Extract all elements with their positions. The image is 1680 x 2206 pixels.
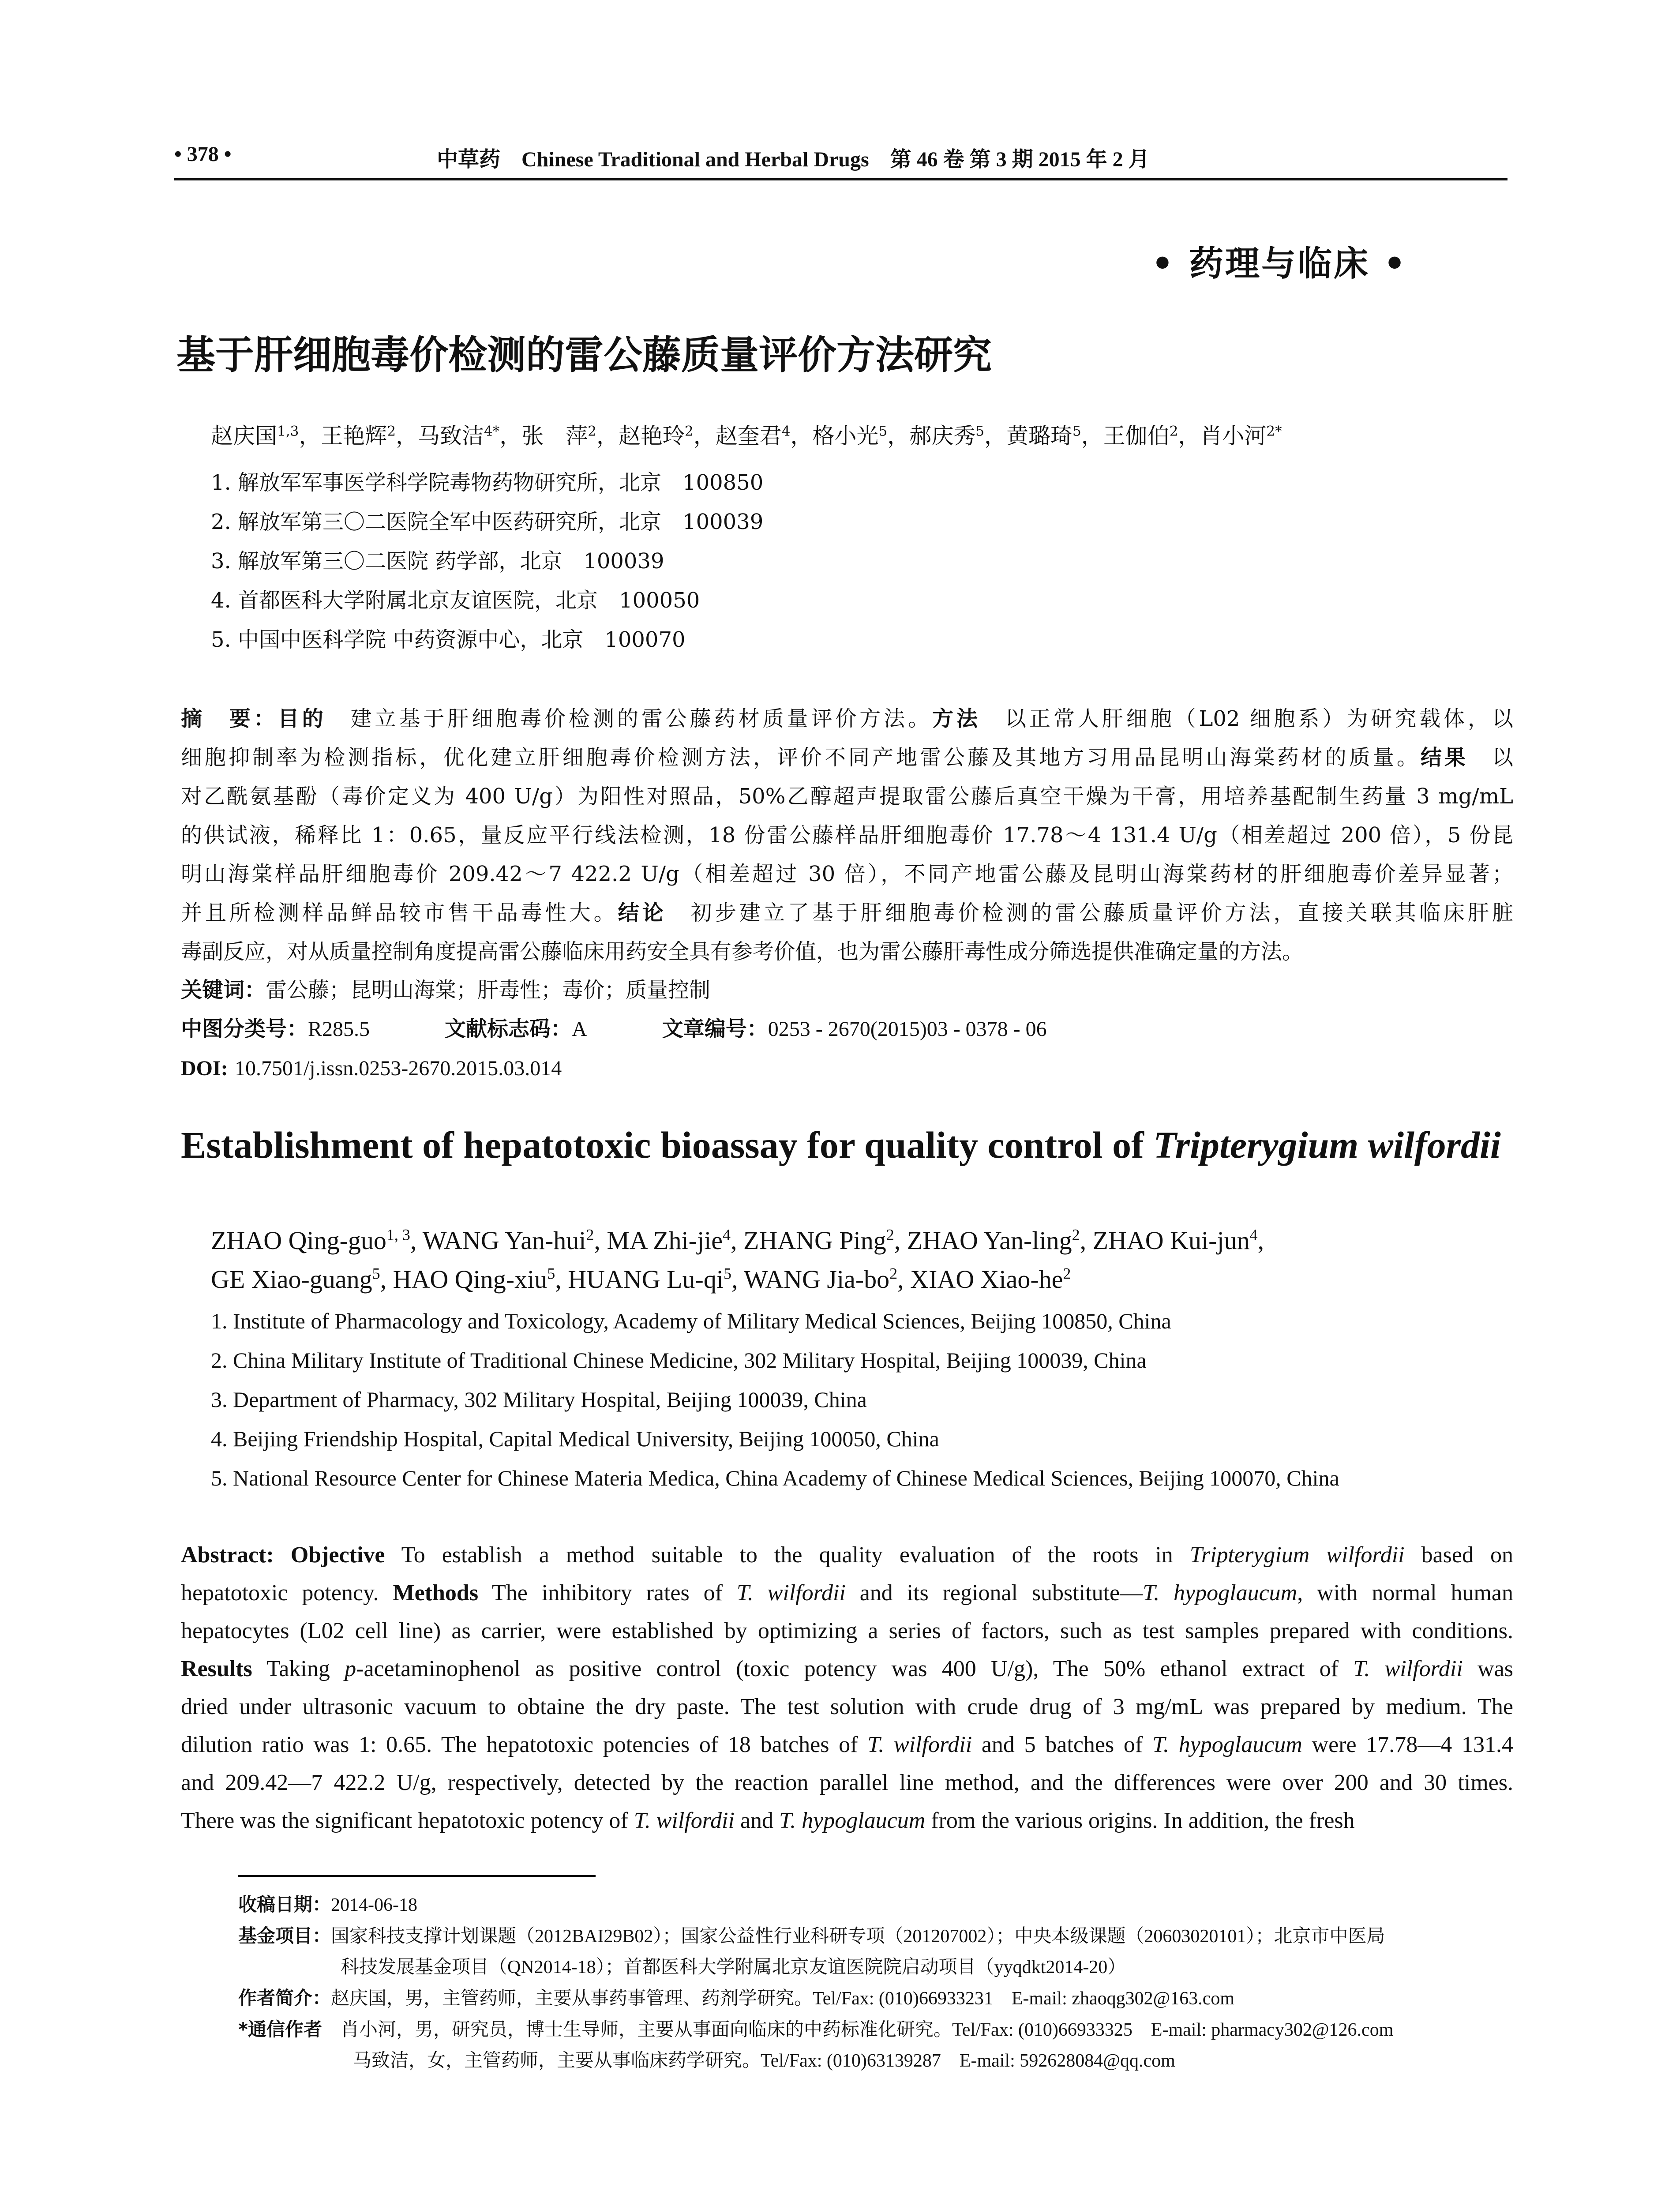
author-affiliation-mark: 5 [723, 1264, 731, 1283]
author-affiliation-mark: 2 [685, 423, 694, 439]
abstract-line [181, 932, 1513, 971]
abstract-line [181, 1574, 1513, 1612]
abstract-text: There was the significant hepatotoxic potency of [181, 1808, 634, 1833]
chinese-authors: 赵庆国$^{1,3}$，王艳辉$^2$，马致洁$^{4*}$，张 萍$^2$，赵艳玲$^2$，赵奎君$^4$，格小光$^5$，郝庆秀$^5$，黄璐琦$^5$，王伽伯$^2$，肖小河$^{2*}$ [211, 423, 1282, 449]
page-number: • 378 • [174, 143, 232, 166]
abstract-line [181, 1764, 1513, 1802]
affiliation-line: 5. 中国中医科学院 中药资源中心，北京 100070 [211, 627, 686, 652]
author-name: GE Xiao-guang [211, 1265, 372, 1294]
affiliation-line: 4. Beijing Friendship Hospital, Capital Medical University, Beijing 100050, China [211, 1426, 939, 1451]
abstract-heading: Results [181, 1656, 252, 1681]
author-name: 赵艳玲 [619, 423, 685, 449]
abstract-heading: Abstract: Objective [181, 1542, 385, 1568]
doi-link[interactable]: 10.7501/j.issn.0253-2670.2015.03.014 [234, 1057, 562, 1080]
clc-number: R285.5 [308, 1017, 370, 1041]
author-affiliation-mark: 2 [1063, 1264, 1071, 1283]
abstract-line [181, 1612, 1513, 1650]
doi-line [181, 1049, 1047, 1088]
author-name: HUANG Lu-qi [568, 1265, 724, 1294]
abstract-text: hepatocytes (L02 cell line) as carrier, were established by optimizing a series of factors, such as test samples prepared with conditions. [181, 1618, 1513, 1643]
author-name: MA Zhi-jie [607, 1226, 723, 1255]
author-name: 马致洁 [418, 423, 484, 449]
abstract-text: 以正常人肝细胞（L02 细胞系）为研究载体，以 [981, 706, 1513, 731]
author-name: XIAO Xiao-he [910, 1265, 1063, 1294]
author-affiliation-mark: 2 [588, 423, 597, 439]
author-name: 赵奎君 [715, 423, 782, 449]
abstract-line [181, 1688, 1513, 1726]
author-name: ZHAO Yan-ling [907, 1226, 1072, 1255]
author-name: WANG Yan-hui [422, 1226, 586, 1255]
classification-line [181, 1009, 1047, 1049]
abstract-line [181, 699, 1513, 738]
fund-label: 基金项目： [238, 1925, 331, 1947]
author-affiliation-mark: 5 [547, 1264, 555, 1283]
affiliation-line: 2. 解放军第三〇二医院全军中医药研究所，北京 100039 [211, 510, 764, 534]
abstract-heading: 结论 [618, 900, 667, 925]
footnote-rule [238, 1875, 596, 1877]
author-affiliation-mark: 4 [781, 423, 791, 439]
abstract-text: The inhibitory rates of [478, 1580, 737, 1606]
journal-info: 中草药 Chinese Traditional and Herbal Drugs 第 46 卷 第 3 期 2015 年 2 月 [437, 148, 1150, 171]
doccode-label: 文献标志码： [445, 1017, 572, 1041]
author-affiliation-mark: 2 [1169, 423, 1178, 439]
chinese-affiliations [211, 463, 763, 660]
abstract-line [181, 1726, 1513, 1764]
author-name: WANG Jia-bo [743, 1265, 890, 1294]
running-header [174, 142, 1508, 177]
abstract-text: and [734, 1808, 780, 1833]
author-affiliation-mark: 2* [1266, 423, 1282, 439]
footnotes [238, 1889, 1509, 2076]
author-name: 张 萍 [521, 423, 588, 449]
abstract-italic-term: T. hypoglaucum [1143, 1580, 1298, 1606]
abstract-line [181, 855, 1513, 893]
author-affiliation-mark: 2 [387, 423, 396, 439]
abstract-line [181, 893, 1513, 932]
abstract-text: Taking [252, 1656, 345, 1681]
abstract-text: from the various origins. In addition, the fresh [925, 1808, 1355, 1833]
abstract-text: 并且所检测样品鲜品较市售干品毒性大。 [181, 900, 618, 925]
fund-text-1: 国家科技支撑计划课题（2012BAI29B02）；国家公益性行业科研专项（201207002）；中央本级课题（20603020101）；北京市中医局 [331, 1926, 1385, 1947]
abstract-text: and 209.42—7 422.2 U/g, respectively, detected by the reaction parallel line method, and the differences were over 200 and 30 times. [181, 1770, 1513, 1795]
author-name: ZHAO Kui-jun [1092, 1226, 1250, 1255]
english-affiliations [211, 1302, 1339, 1498]
author-name: 赵庆国 [211, 423, 277, 449]
keywords-line [181, 971, 1047, 1009]
abstract-text: hepatotoxic potency. [181, 1580, 393, 1606]
author-affiliation-mark: 1,3 [277, 423, 299, 439]
affiliation-line: 4. 首都医科大学附属北京友谊医院，北京 100050 [211, 588, 700, 613]
abstract-text: 建立基于肝细胞毒价检测的雷公藤药材质量评价方法。 [326, 706, 933, 731]
abstract-text: 细胞抑制率为检测指标，优化建立肝细胞毒价检测方法，评价不同产地雷公藤及其地方习用品昆明山海棠药材的质量。 [181, 745, 1421, 770]
author-name: 格小光 [812, 423, 879, 449]
abstract-text: 毒副反应，对从质量控制角度提高雷公藤临床用药安全具有参考价值，也为雷公藤肝毒性成分筛选提供准确定量的方法。 [181, 939, 1304, 964]
affiliation-line: 3. Department of Pharmacy, 302 Military Hospital, Beijing 100039, China [211, 1387, 867, 1412]
affiliation-line: 5. National Resource Center for Chinese Materia Medica, China Academy of Chinese Medical Sciences, Beijing 100070, China [211, 1466, 1339, 1490]
abstract-heading: 目的 [278, 706, 326, 731]
author-affiliation-mark: 2 [1072, 1226, 1080, 1244]
author-name: 肖小河 [1200, 423, 1267, 449]
corresponding-author-1: 肖小河，男，研究员，博士生导师，主要从事面向临床的中药标准化研究。Tel/Fax: (010)66933325 E-mail: pharmacy302@126.com [340, 2020, 1394, 2040]
english-authors-line-2: GE Xiao-guang$^5$, HAO Qing-xiu$^5$, HUANG $Lu-qi^5$, WANG Jia-$bo^2$, XIAO Xiao-$he^2$ [211, 1264, 1071, 1294]
author-affiliation-mark: 2 [889, 1264, 898, 1283]
abstract-line [181, 777, 1513, 816]
author-affiliation-mark: 5 [878, 423, 888, 439]
abstract-text: dilution ratio was 1: 0.65. The hepatotoxic potencies of 18 batches of [181, 1732, 868, 1757]
abstract-text: and 5 batches of [972, 1732, 1152, 1757]
chinese-title: 基于肝细胞毒价检测的雷公藤质量评价方法研究 [176, 332, 992, 378]
english-title [181, 1123, 1501, 1167]
author-affiliation-mark: 4 [722, 1226, 731, 1244]
abstract-text: , with normal human [1297, 1580, 1513, 1606]
author-affiliation-mark: 5 [1072, 423, 1081, 439]
english-title-text: Establishment of hepatotoxic bioassay for quality control of [181, 1124, 1154, 1166]
abstract-italic-term: Tripterygium wilfordii [1189, 1542, 1405, 1568]
author-affiliation-mark: 1, 3 [386, 1226, 410, 1244]
abstract-line [181, 1802, 1513, 1840]
abstract-italic-term: T. wilfordii [634, 1808, 735, 1833]
received-date: 2014-06-18 [331, 1895, 417, 1915]
chinese-article-meta [181, 971, 1047, 1088]
english-title-species: Tripterygium wilfordii [1153, 1124, 1501, 1166]
affiliation-line: 1. 解放军军事医学科学院毒物药物研究所，北京 100850 [211, 470, 764, 495]
author-name: HAO Qing-xiu [393, 1265, 548, 1294]
author-affiliation-mark: 4 [1249, 1226, 1258, 1244]
author-name: ZHANG Ping [743, 1226, 886, 1255]
abstract-text: 的供试液，稀释比 1：0.65，量反应平行线法检测，18 份雷公藤样品肝细胞毒价 17.78～4 131.4 U/g（相差超过 200 倍），5 份昆 [181, 823, 1513, 848]
doccode: A [572, 1017, 587, 1041]
abstract-text: and its regional substitute— [845, 1580, 1143, 1606]
author-affiliation-mark: 2 [586, 1226, 594, 1244]
header-rule [174, 178, 1508, 180]
received-date-line [238, 1889, 1509, 1921]
author-affiliation-mark: 2 [886, 1226, 894, 1244]
english-authors-line-1: ZHAO Qing-guo$^{1, 3}$, WANG Yan-hui$^2$, MA Zhi-jie$^4$, ZHANG Ping$^2$, ZHAO Yan-ling$^2$, ZHAO Kui-jun$^4$, [211, 1226, 1264, 1255]
abstract-text: 对乙酰氨基酚（毒价定义为 400 U/g）为阳性对照品，50%乙醇超声提取雷公藤后真空干燥为干膏，用培养基配制生药量 3 mg/mL [181, 784, 1513, 809]
abstract-text: To establish a method suitable to the quality evaluation of the roots in [385, 1542, 1190, 1568]
abstract-text: based on [1404, 1542, 1513, 1568]
abstract-italic-term: p [345, 1656, 356, 1681]
keywords: 雷公藤；昆明山海棠；肝毒性；毒价；质量控制 [266, 978, 711, 1002]
author-affiliation-mark: 4* [484, 423, 500, 439]
abstract-italic-term: T. wilfordii [867, 1732, 972, 1757]
abstract-line [181, 816, 1513, 855]
abstract-line [181, 738, 1513, 777]
article-number-label: 文章编号： [662, 1017, 768, 1041]
affiliation-line: 2. China Military Institute of Traditional Chinese Medicine, 302 Military Hospital, Beijing 100039, China [211, 1348, 1147, 1373]
author-affiliation-mark: 5 [975, 423, 984, 439]
author-affiliation-mark: 5 [372, 1264, 380, 1283]
abstract-text: was [1462, 1656, 1513, 1681]
author-name: 黄璐琦 [1006, 423, 1072, 449]
corresponding-author-2: 马致洁，女，主管药师，主要从事临床药学研究。Tel/Fax: (010)63139287 E-mail: 592628084@qq.com [353, 2051, 1175, 2071]
abstract-heading: 方法 [932, 706, 981, 731]
abstract-text: 以 [1468, 745, 1513, 770]
author-name: 郝庆秀 [909, 423, 976, 449]
received-label: 收稿日期： [238, 1894, 331, 1915]
corresponding-label: *通信作者 [238, 2018, 322, 2040]
author-name: ZHAO Qing-guo [211, 1226, 386, 1255]
abstract-line [181, 1536, 1513, 1574]
author-bio: 赵庆国，男，主管药师，主要从事药事管理、药剂学研究。Tel/Fax: (010)66933231 E-mail: zhaoqg302@163.com [331, 1988, 1235, 2009]
english-authors [211, 1221, 1264, 1299]
abstract-heading: Methods [393, 1580, 479, 1606]
author-bio-label: 作者简介： [238, 1987, 331, 2009]
author-name: 王艳辉 [321, 423, 387, 449]
chinese-abstract [181, 699, 1513, 971]
fund-line-2: 科技发展基金项目（QN2014-18）；首都医科大学附属北京友谊医院院启动项目（yyqdkt2014-20） [341, 1957, 1126, 1977]
fund-line [238, 1921, 1509, 1952]
abstract-text: 明山海棠样品肝细胞毒价 209.42～7 422.2 U/g（相差超过 30 倍），不同产地雷公藤及昆明山海棠药材的肝细胞毒价差异显著； [181, 862, 1513, 886]
abstract-text: were 17.78—4 131.4 [1302, 1732, 1513, 1757]
abstract-italic-term: T. wilfordii [1353, 1656, 1463, 1681]
keywords-label: 关键词： [181, 978, 266, 1002]
abstract-text: dried under ultrasonic vacuum to obtaine the dry paste. The test solution with crude drug of 3 mg/mL was prepared by medium. The [181, 1694, 1513, 1719]
english-abstract [181, 1536, 1513, 1840]
affiliation-line: 3. 解放军第三〇二医院 药学部，北京 100039 [211, 549, 664, 574]
abstract-text: 初步建立了基于肝细胞毒价检测的雷公藤质量评价方法，直接关联其临床肝脏 [666, 900, 1513, 925]
abstract-italic-term: T. wilfordii [736, 1580, 846, 1606]
clc-label: 中图分类号： [181, 1017, 308, 1041]
abstract-line [181, 1650, 1513, 1688]
corresponding-line [238, 2014, 1509, 2045]
abstract-italic-term: T. hypoglaucum [779, 1808, 926, 1833]
author-bio-line [238, 1983, 1509, 2014]
abstract-text: -acetaminophenol as positive control (toxic potency was 400 U/g), The 50% ethanol extract of [356, 1656, 1354, 1681]
author-name: 王伽伯 [1103, 423, 1170, 449]
abstract-heading: 摘 要： [181, 706, 278, 731]
abstract-heading: 结果 [1420, 745, 1468, 770]
article-number: 0253 - 2670(2015)03 - 0378 - 06 [768, 1017, 1047, 1041]
section-label: • 药理与临床 • [1151, 244, 1408, 284]
doi-label: DOI: [181, 1057, 228, 1080]
affiliation-line: 1. Institute of Pharmacology and Toxicology, Academy of Military Medical Sciences, Beijing 100850, China [211, 1309, 1171, 1333]
abstract-italic-term: T. hypoglaucum [1152, 1732, 1302, 1757]
